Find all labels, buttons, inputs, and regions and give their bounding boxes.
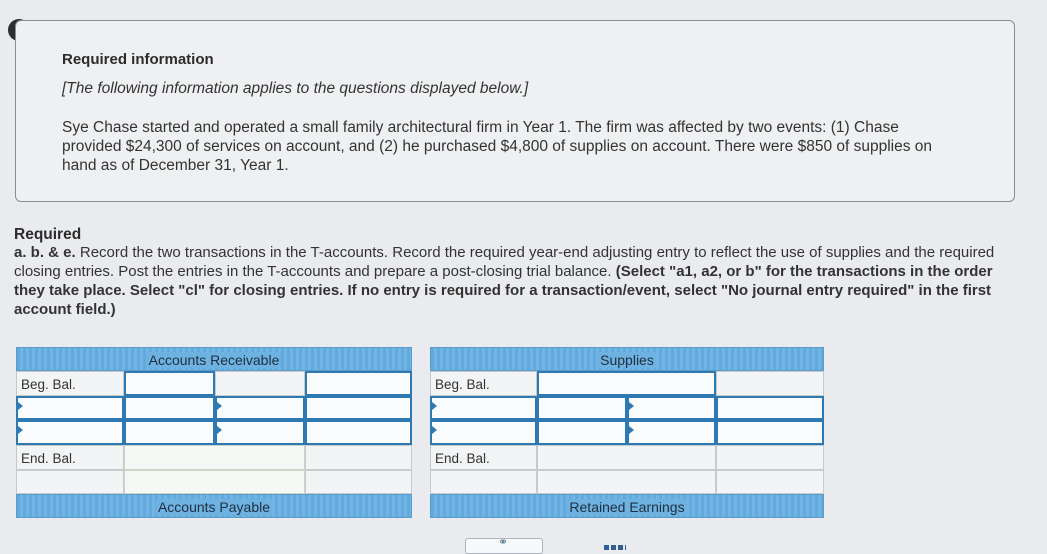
supplies-beg-bal-debit-input[interactable]	[537, 371, 716, 396]
supplies-beg-bal-label: Beg. Bal.	[430, 371, 537, 396]
supplies-row1-ref-select[interactable]	[430, 396, 537, 420]
supplies-row2-ref-select[interactable]	[430, 420, 537, 445]
end-bal-label: End. Bal.	[16, 445, 124, 470]
accounts-payable-header: Accounts Payable	[16, 494, 412, 518]
ar-spacer-credit	[305, 470, 412, 494]
supplies-end-bal-label: End. Bal.	[430, 445, 537, 470]
ar-row1-credit-ref-select[interactable]	[215, 396, 305, 420]
ar-beg-bal-credit-input[interactable]	[305, 371, 412, 396]
required-heading: Required	[14, 226, 82, 243]
retained-earnings-header: Retained Earnings	[430, 494, 824, 518]
ar-beg-bal-credit-ref	[215, 371, 305, 396]
ar-end-bal-credit	[305, 445, 412, 470]
ar-row2-credit-input[interactable]	[305, 420, 412, 445]
ar-row1-debit-input[interactable]	[124, 396, 215, 420]
info-body: Sye Chase started and operated a small family architectural firm in Year 1. The firm was affected by two events: (1) Chase provided $24,300 of services on account, and (2) he purchased $4,800 of supplies on account. There were $850 of supplies on hand as of December 31, Year 1.	[62, 119, 933, 174]
required-text: Record the two transactions in the T-accounts. Record the required year-end adjusting entry to reflect the use of supplies and the required closing entries. Post the entries in the T-accounts and prepare a post-closing trial balance.	[14, 244, 995, 280]
ar-row1-credit-input[interactable]	[305, 396, 412, 420]
ar-end-bal-debit	[124, 445, 305, 470]
supplies-row1-debit-input[interactable]	[537, 396, 627, 420]
ar-row1-ref-select[interactable]	[16, 396, 124, 420]
required-selection-instructions: (Select "a1, a2, or b" for the transactions in the order they take place. Select "cl" for closing entries. If no entry is required for a transaction/event, select "No journal entry required" in the first account field.)	[14, 263, 993, 318]
ar-beg-bal-debit-input[interactable]	[124, 371, 215, 396]
info-note: [The following information applies to the questions displayed below.]	[62, 80, 529, 97]
info-title: Required information	[62, 51, 214, 68]
beg-bal-label: Beg. Bal.	[16, 371, 124, 396]
more-dots-icon[interactable]	[604, 545, 626, 550]
ar-spacer-label	[16, 470, 124, 494]
supplies-spacer-debit	[537, 470, 716, 494]
supplies-row2-credit-ref-select[interactable]	[627, 420, 716, 445]
required-part: a. b. & e.	[14, 244, 76, 261]
ar-row2-credit-ref-select[interactable]	[215, 420, 305, 445]
ar-row2-ref-select[interactable]	[16, 420, 124, 445]
supplies-end-bal-debit	[537, 445, 716, 470]
link-icon[interactable]: ⚭	[498, 535, 509, 549]
supplies-header: Supplies	[430, 347, 824, 371]
accounts-receivable-header: Accounts Receivable	[16, 347, 412, 371]
supplies-spacer-label	[430, 470, 537, 494]
supplies-row1-credit-ref-select[interactable]	[627, 396, 716, 420]
ar-spacer-debit	[124, 470, 305, 494]
required-information-panel	[15, 20, 1015, 202]
required-instructions	[14, 243, 1024, 319]
supplies-row1-credit-input[interactable]	[716, 396, 824, 420]
supplies-row2-credit-input[interactable]	[716, 420, 824, 445]
supplies-beg-bal-credit	[716, 371, 824, 396]
ar-row2-debit-input[interactable]	[124, 420, 215, 445]
supplies-spacer-credit	[716, 470, 824, 494]
supplies-row2-debit-input[interactable]	[537, 420, 627, 445]
supplies-end-bal-credit	[716, 445, 824, 470]
